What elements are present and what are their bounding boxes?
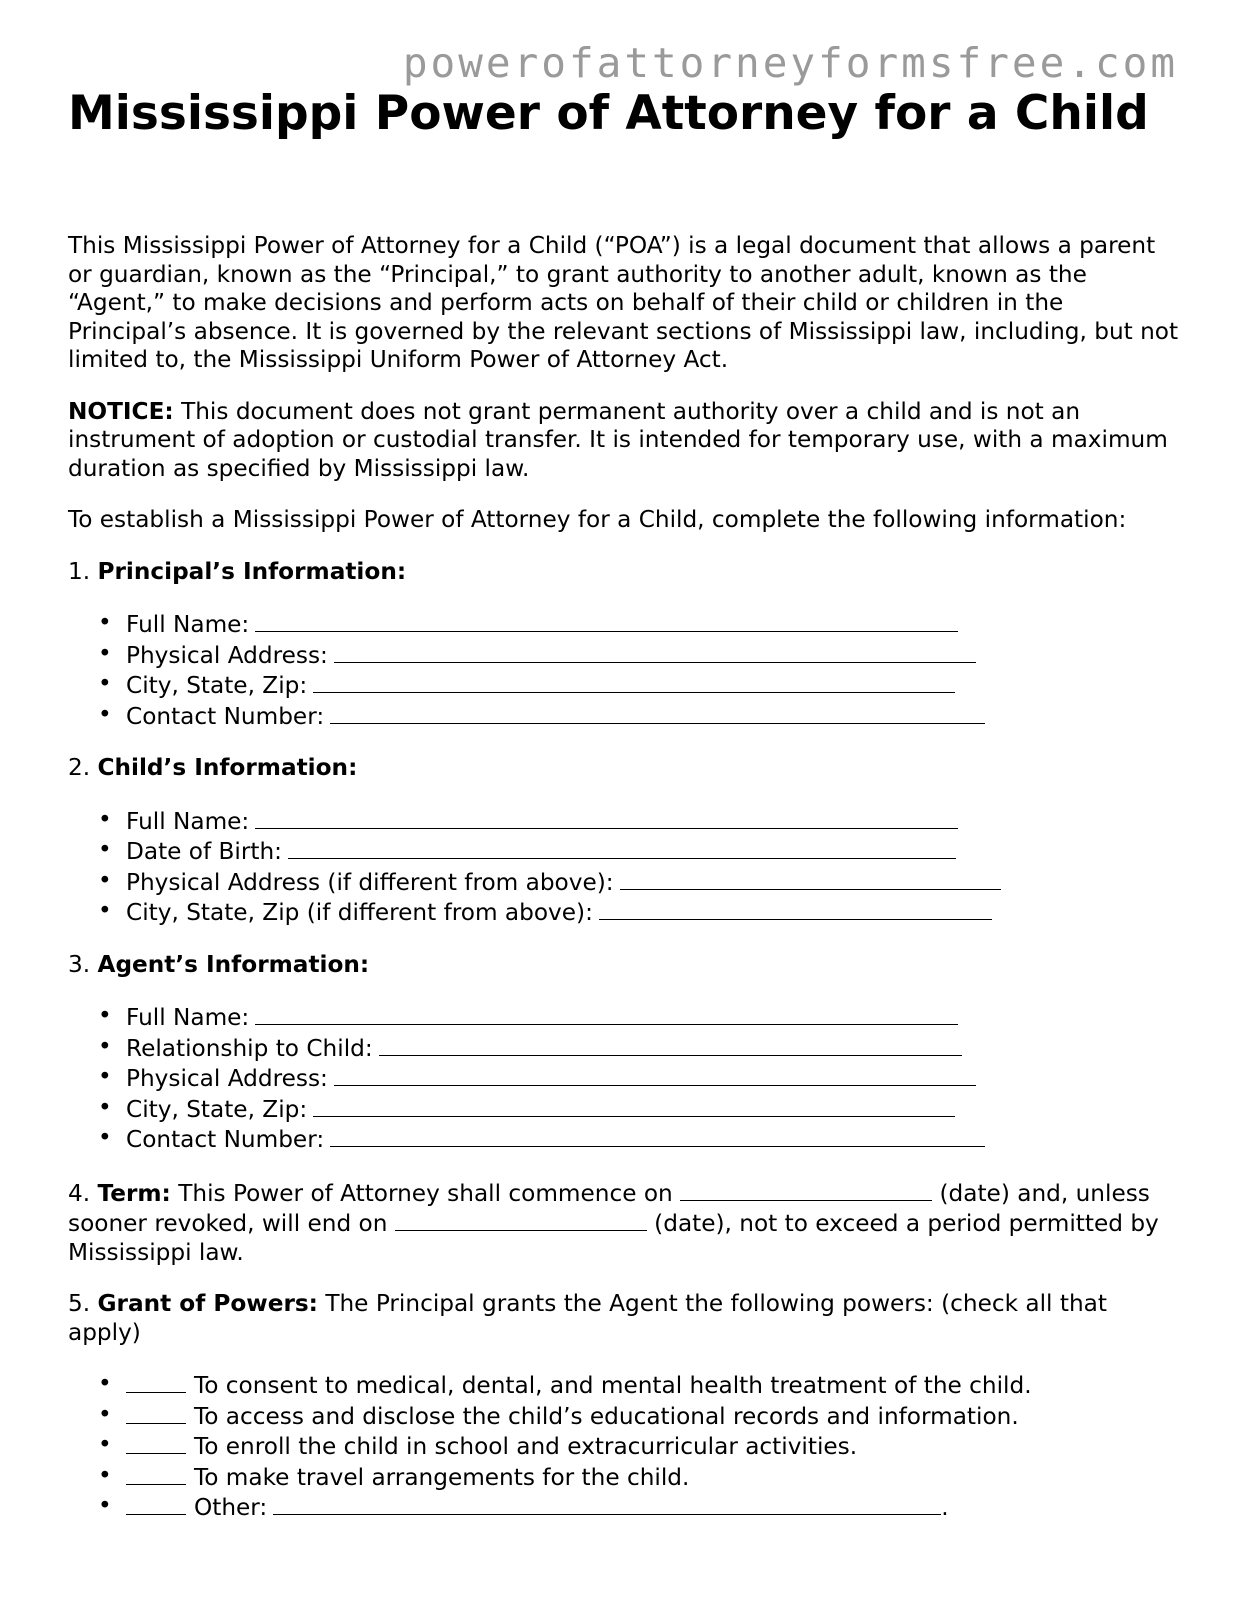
section-heading-principal [68,558,1180,587]
field-label: Physical Address (if different from above): [126,868,614,896]
power-checkbox[interactable] [126,1431,186,1454]
term-start-date-field[interactable] [680,1178,932,1201]
bullet-icon: • [98,1370,112,1397]
section-heading-label: Agent’s Information: [97,950,370,978]
notice-text: This document does not grant permanent authority over a child and is not an instrument of adoption or custodial transfer. It is intended for temporary use, with a maximum duration as specified by Mississippi law. [68,397,1168,482]
field-label: Contact Number: [126,702,325,730]
power-label: To enroll the child in school and extracurricular activities. [194,1433,858,1460]
bullet-icon: • [98,897,112,924]
instruction-paragraph: To establish a Mississippi Power of Attorney for a Child, complete the following information: [68,506,1127,533]
powers-paragraph [68,1290,1180,1347]
term-text: (date), not to exceed a period permitted by Mississippi law. [68,1210,1159,1266]
bullet-icon: • [98,700,112,728]
field-label: Relationship to Child: [126,1034,373,1062]
principal-city-state-zip-field[interactable] [313,670,955,693]
section-heading-label: Child’s Information: [97,754,358,781]
term-end-date-field[interactable] [395,1208,647,1231]
bullet-icon: • [98,805,112,833]
section-heading-label: Term: [97,1179,171,1207]
field-label: City, State, Zip: [126,672,308,699]
power-checkbox[interactable] [126,1401,186,1424]
notice-paragraph [68,398,1180,484]
section-number: 1. [68,557,91,585]
field-label: Physical Address: [126,641,328,669]
bullet-icon: • [98,1032,112,1060]
document-title: Mississippi Power of Attorney for a Child [68,86,1149,141]
section-number: 2. [68,754,91,781]
list-item [68,1094,1180,1125]
bullet-icon: • [98,1431,112,1458]
section-heading-label: Grant of Powers: [97,1290,318,1317]
bullet-icon: • [98,866,112,894]
field-label: Full Name: [126,807,250,835]
section-heading-label: Principal’s Information: [97,557,407,585]
field-label: City, State, Zip: [126,1095,308,1123]
bullet-icon: • [98,1124,112,1151]
bullet-icon: • [98,670,112,697]
field-label: Full Name: [126,1004,250,1031]
document-body [68,232,1180,1546]
list-item [68,1002,1180,1033]
watermark: powerofattorneyformsfree.com [402,39,1178,87]
list-item [68,1370,1180,1401]
child-fields [68,806,1180,928]
list-item [68,1492,1180,1523]
bullet-icon: • [98,1093,112,1121]
agent-relationship-field[interactable] [379,1033,962,1056]
list-item [68,701,1180,732]
power-checkbox[interactable] [126,1462,186,1485]
bullet-icon: • [98,609,112,636]
power-label: To consent to medical, dental, and mental health treatment of the child. [194,1372,1032,1399]
field-label: Physical Address: [126,1065,328,1092]
child-address-field[interactable] [620,867,1001,890]
agent-address-field[interactable] [334,1063,976,1086]
powers-list [68,1370,1180,1523]
agent-fields [68,1002,1180,1155]
child-city-state-zip-field[interactable] [599,897,992,920]
term-text: This Power of Attorney shall commence on [170,1179,681,1207]
principal-full-name-field[interactable] [255,609,958,632]
term-text: (date) and, unless sooner revoked, will end on [68,1179,1150,1237]
agent-full-name-field[interactable] [255,1002,958,1025]
powers-text: The Principal grants the Agent the following powers: (check all that apply) [68,1290,1107,1346]
list-item [68,640,1180,671]
bullet-icon: • [98,1400,112,1428]
list-item [68,836,1180,867]
power-checkbox[interactable] [126,1370,186,1393]
power-label: To access and disclose the child’s educational records and information. [194,1402,1019,1430]
other-power-field[interactable] [273,1492,941,1515]
other-suffix: . [941,1494,949,1521]
section-heading-child [68,754,1180,783]
field-label: Full Name: [126,611,250,638]
list-item [68,867,1180,898]
notice-label: NOTICE: [68,397,174,425]
bullet-icon: • [98,1492,112,1519]
section-number: 5. [68,1290,91,1317]
principal-address-field[interactable] [334,640,976,663]
section-number: 4. [68,1179,91,1207]
list-item [68,806,1180,837]
child-dob-field[interactable] [288,836,956,859]
field-label: Date of Birth: [126,838,282,865]
list-item [68,897,1180,928]
power-label: To make travel arrangements for the child. [194,1463,690,1491]
agent-contact-field[interactable] [330,1124,985,1147]
bullet-icon: • [98,1063,112,1090]
list-item [68,1063,1180,1094]
bullet-icon: • [98,1461,112,1489]
power-checkbox[interactable] [126,1492,186,1515]
child-full-name-field[interactable] [255,806,958,829]
bullet-icon: • [98,836,112,863]
field-label: Contact Number: [126,1126,325,1153]
list-item [68,1401,1180,1432]
power-label: Other: [194,1494,268,1521]
list-item [68,670,1180,701]
list-item [68,1462,1180,1493]
term-paragraph [68,1178,1180,1268]
list-item [68,1431,1180,1462]
list-item [68,609,1180,640]
field-label: City, State, Zip (if different from above): [126,899,593,926]
list-item [68,1033,1180,1064]
principal-contact-field[interactable] [330,701,985,724]
list-item [68,1124,1180,1155]
section-number: 3. [68,950,91,978]
intro-paragraph: This Mississippi Power of Attorney for a Child (“POA”) is a legal document that allows a parent or guardian, known as the “Principal,” to grant authority to another adult, known as the “Agent,” to make decisions and perform acts on behalf of their child or children in the Principal’s absence. It is governed by the relevant sections of Mississippi law, including, but not limited to, the Mississippi Uniform Power of Attorney Act. [68,232,1179,373]
bullet-icon: • [98,1002,112,1029]
section-heading-agent [68,951,1180,980]
agent-city-state-zip-field[interactable] [313,1094,955,1117]
principal-fields [68,609,1180,731]
bullet-icon: • [98,639,112,667]
